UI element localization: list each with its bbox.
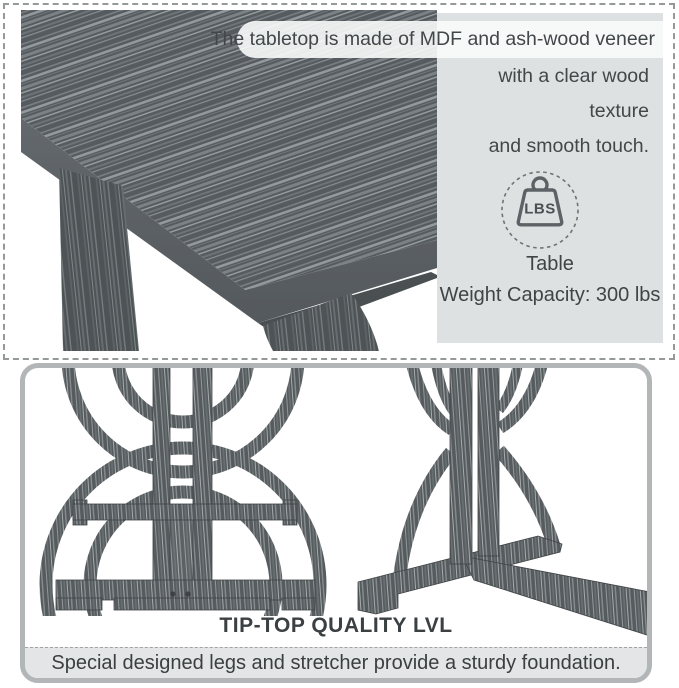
foundation-caption: Special designed legs and stretcher provide a sturdy foundation. xyxy=(25,647,647,678)
weight-lbs-icon xyxy=(500,170,580,250)
tagline-line2-3 xyxy=(437,59,649,164)
upper-arcs xyxy=(412,368,542,430)
leg-posts xyxy=(450,368,499,564)
quality-heading: TIP-TOP QUALITY LVL xyxy=(219,614,453,637)
badge-capacity: Weight Capacity: 300 lbs xyxy=(439,284,661,306)
tagline-line1: The tabletop is made of MDF and ash-wood veneer xyxy=(237,21,663,58)
tagline-line2: with a clear wood texture xyxy=(498,65,649,122)
badge-product: Table xyxy=(526,253,574,275)
bottom-quality-panel xyxy=(20,363,652,683)
trestle-leg-front-photo xyxy=(30,368,330,616)
trestle-leg-side-photo xyxy=(350,368,650,640)
tabletop-photo xyxy=(21,10,437,351)
weight-icon-label: LBS xyxy=(524,200,556,218)
tagline-line3: and smooth touch. xyxy=(488,135,649,157)
